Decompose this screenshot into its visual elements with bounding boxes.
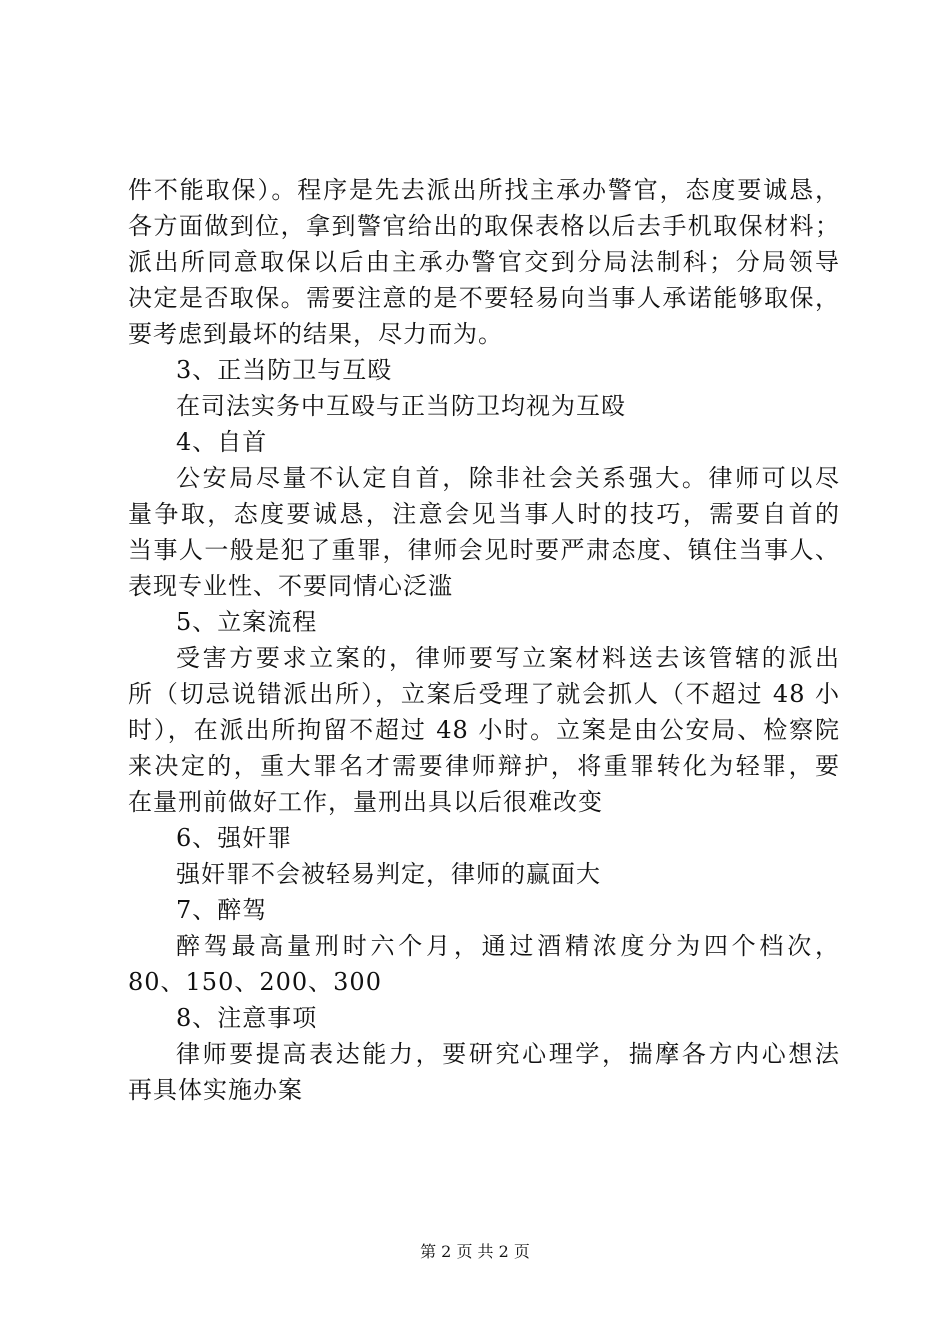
paragraph-line: 要考虑到最坏的结果，尽力而为。 (128, 320, 503, 348)
paragraph-line: 受害方要求立案的，律师要写立案材料送去该管辖的派出 (176, 644, 840, 672)
paragraph-line: 当事人一般是犯了重罪，律师会见时要严肃态度、镇住当事人、 (128, 536, 840, 564)
paragraph-line: 公安局尽量不认定自首，除非社会关系强大。律师可以尽 (176, 464, 840, 492)
paragraph-line: 强奸罪不会被轻易判定，律师的赢面大 (176, 860, 601, 888)
section-heading: 5、立案流程 (176, 608, 318, 636)
section-heading: 6、强奸罪 (176, 824, 293, 852)
paragraph-line: 派出所同意取保以后由主承办警官交到分局法制科；分局领导 (128, 248, 840, 276)
section-heading: 3、正当防卫与互殴 (176, 356, 393, 384)
paragraph-line: 来决定的，重大罪名才需要律师辩护，将重罪转化为轻罪，要 (128, 752, 840, 780)
paragraph-line: 律师要提高表达能力，要研究心理学，揣摩各方内心想法 (176, 1040, 840, 1068)
paragraph-line: 醉驾最高量刑时六个月，通过酒精浓度分为四个档次， (176, 932, 840, 960)
paragraph-line: 量争取，态度要诚恳，注意会见当事人时的技巧，需要自首的 (128, 500, 840, 528)
paragraph-line: 80、150、200、300 (128, 968, 382, 996)
paragraph-line: 决定是否取保。需要注意的是不要轻易向当事人承诺能够取保， (128, 284, 840, 312)
paragraph-line: 在司法实务中互殴与正当防卫均视为互殴 (176, 392, 626, 420)
section-heading: 7、醉驾 (176, 896, 268, 924)
paragraph-line: 所（切忌说错派出所），立案后受理了就会抓人（不超过 48 小 (128, 680, 840, 708)
paragraph-line: 在量刑前做好工作，量刑出具以后很难改变 (128, 788, 603, 816)
paragraph-line: 各方面做到位，拿到警官给出的取保表格以后去手机取保材料； (128, 212, 840, 240)
paragraph-line: 时），在派出所拘留不超过 48 小时。立案是由公安局、检察院 (128, 716, 840, 744)
page-number-footer: 第 2 页 共 2 页 (420, 1242, 530, 1261)
paragraph-line: 件不能取保）。程序是先去派出所找主承办警官，态度要诚恳， (128, 176, 840, 204)
paragraph-line: 再具体实施办案 (128, 1076, 303, 1104)
document-body (128, 172, 840, 1108)
paragraph-line: 表现专业性、不要同情心泛滥 (128, 572, 453, 600)
section-heading: 4、自首 (176, 428, 268, 456)
section-heading: 8、注意事项 (176, 1004, 318, 1032)
